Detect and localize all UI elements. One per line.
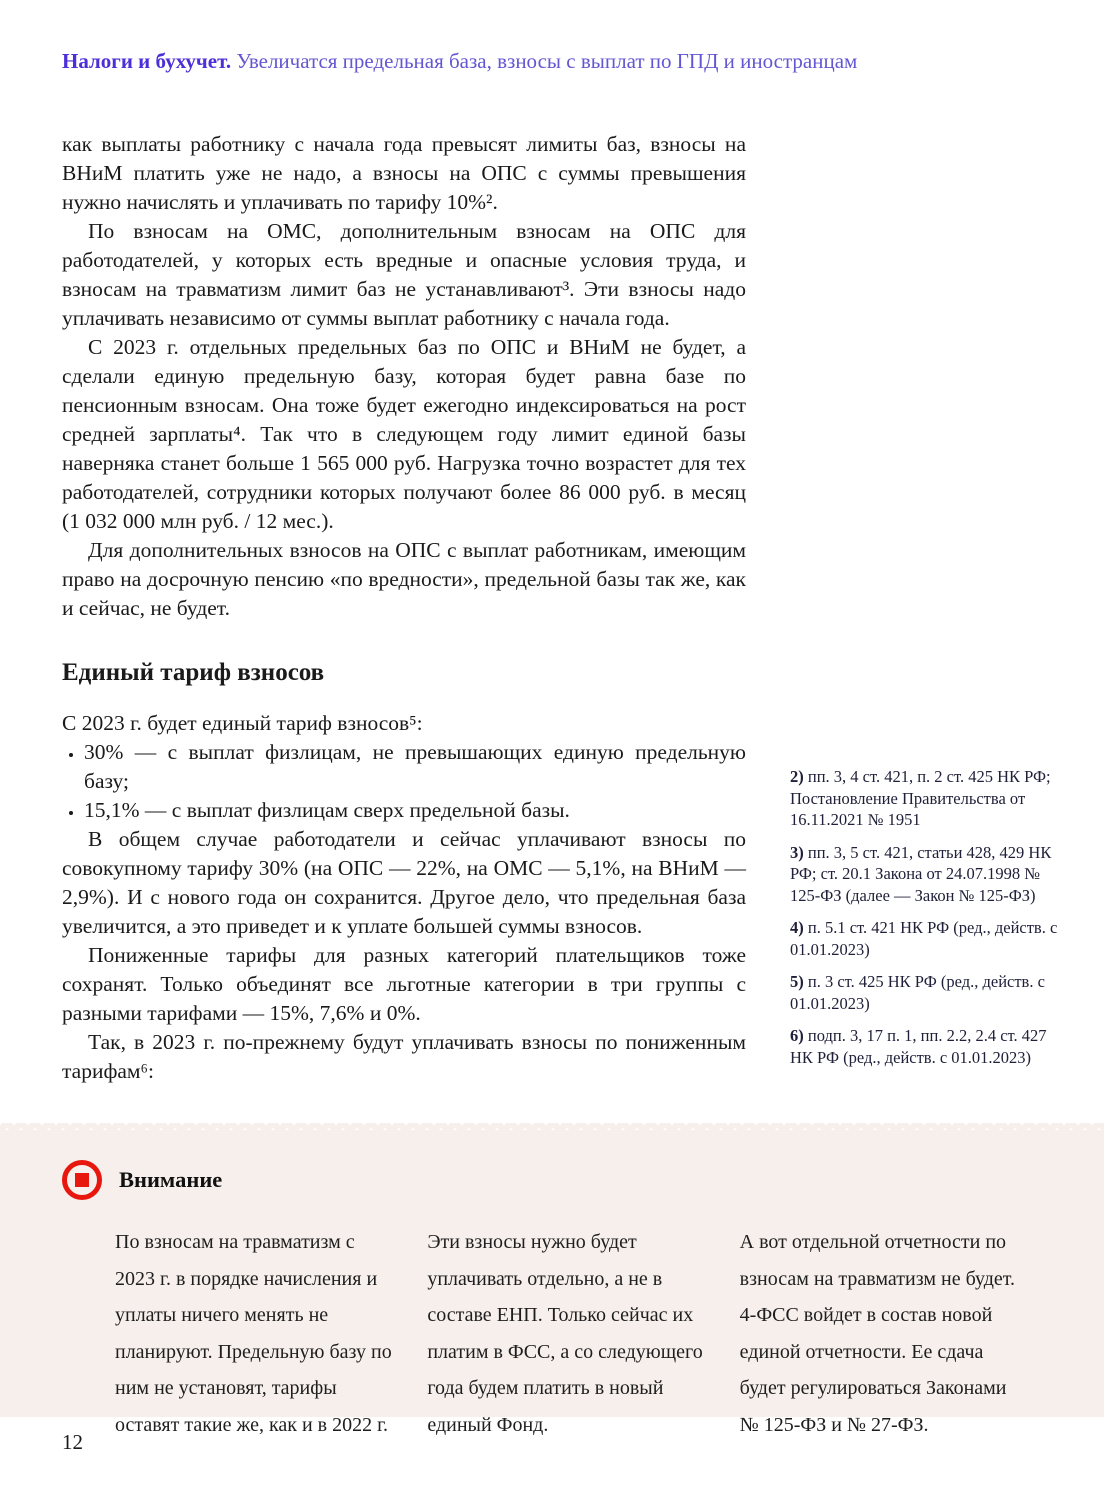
- footnote-text: п. 5.1 ст. 421 НК РФ (ред., действ. с 01.01.2023): [790, 918, 1058, 959]
- footnote-text: подп. 3, 17 п. 1, пп. 2.2, 2.4 ст. 427 НК РФ (ред., действ. с 01.01.2023): [790, 1026, 1047, 1067]
- page-number: 12: [62, 1430, 83, 1454]
- section-heading: Единый тариф взносов: [62, 659, 325, 686]
- paragraph: По взносам на ОМС, дополнительным взносам на ОПС для работодателей, у которых есть вредные и опасные условия труда, и взносам на травматизм лимит баз не устанавливают³. Эти взносы надо уплачивать независимо от суммы выплат работнику с начала года.: [62, 219, 746, 330]
- attention-icon-square: [75, 1173, 89, 1187]
- footnote: [790, 1025, 1060, 1068]
- attention-columns: [0, 1200, 1104, 1443]
- paragraph: С 2023 г. отдельных предельных баз по ОПС и ВНиМ не будет, а сделали единую предельную базу, которая будет равна базе по пенсионным взносам. Она тоже будет ежегодно индексироваться на рост средней зарплаты⁴. Так что в следующем году лимит единой базы наверняка станет больше 1 565 000 руб. Нагрузка точно возрастет для тех работодателей, сотрудники которых получают более 86 000 руб. в месяц (1 032 000 млн руб. / 12 мес.).: [62, 335, 746, 533]
- footnote-number: 5): [790, 972, 804, 991]
- paragraph: Для дополнительных взносов на ОПС с выплат работникам, имеющим право на досрочную пенсию «по вредности», предельной базы так же, как и сейчас, не будет.: [62, 538, 746, 620]
- paragraph: как выплаты работнику с начала года превысят лимиты баз, взносы на ВНиМ платить уже не надо, а взносы на ОПС с суммы превышения нужно начислять и уплачивать по тарифу 10%².: [62, 132, 746, 214]
- paragraph-intro: С 2023 г. будет единый тариф взносов⁵:: [62, 711, 423, 735]
- footnote-text: пп. 3, 4 ст. 421, п. 2 ст. 425 НК РФ; Постановление Правительства от 16.11.2021 № 1951: [790, 767, 1051, 829]
- running-head-section-label: Налоги и бухучет.: [62, 49, 232, 73]
- bullet-list: [62, 738, 746, 825]
- footnote: [790, 766, 1060, 831]
- attention-box: [0, 1130, 1104, 1436]
- footnote-number: 6): [790, 1026, 804, 1045]
- attention-header: [0, 1130, 1104, 1200]
- bullet-item: • 15,1% — с выплат физлицам сверх предельной базы.: [84, 796, 746, 825]
- footnote-text: пп. 3, 5 ст. 421, статьи 428, 429 НК РФ; ст. 20.1 Закона от 24.07.1998 № 125-ФЗ (далее — Закон № 125-ФЗ): [790, 842, 1052, 905]
- paragraph: В общем случае работодатели и сейчас уплачивают взносы по совокупному тарифу 30% (на ОПС — 22%, на ОМС — 5,1%, на ВНиМ — 2,9%). И с нового года он сохранится. Другое дело, что предельная база увеличится, а это приведет и к уплате большей суммы взносов.: [62, 827, 746, 938]
- footnote: [790, 842, 1060, 907]
- footnote: [790, 971, 1060, 1014]
- bullet-item: • 30% — с выплат физлицам, не превышающих единую предельную базу;: [84, 738, 746, 796]
- footnote-number: 2): [790, 767, 804, 786]
- paragraph: Пониженные тарифы для разных категорий плательщиков тоже сохранят. Только объединят все льготные категории в три группы с разными тарифами — 15%, 7,6% и 0%.: [62, 943, 746, 1025]
- attention-title: Внимание: [119, 1167, 223, 1192]
- footnote-text: п. 3 ст. 425 НК РФ (ред., действ. с 01.01.2023): [790, 972, 1045, 1013]
- footnote-number: 3): [790, 842, 804, 862]
- footnote: [790, 917, 1060, 960]
- attention-column: Эти взносы нужно будет уплачивать отдельно, а не в составе ЕНП. Только сейчас их платим в ФСС, а со следующего года будем платить в новый единый Фонд.: [427, 1231, 703, 1436]
- article-body: [62, 130, 746, 1086]
- running-head: [62, 48, 1042, 75]
- margin-footnotes: [790, 766, 1060, 1079]
- paragraph: Так, в 2023 г. по-прежнему будут уплачивать взносы по пониженным тарифам⁶:: [62, 1030, 746, 1083]
- footnote-number: 4): [790, 918, 804, 937]
- attention-column: По взносам на травматизм с 2023 г. в порядке начисления и уплаты ничего менять не планируют. Предельную базу по ним не установят, тарифы оставят такие же, как и в 2022 г.: [115, 1231, 392, 1436]
- attention-icon: [62, 1160, 102, 1200]
- attention-column: А вот отдельной отчетности по взносам на травматизм не будет. 4-ФСС войдет в состав новой единой отчетности. Ее сдача будет регулироваться Законами № 125-ФЗ и № 27-ФЗ.: [739, 1231, 1016, 1436]
- running-head-article-title: Увеличатся предельная база, взносы с выплат по ГПД и иностранцам: [236, 49, 858, 73]
